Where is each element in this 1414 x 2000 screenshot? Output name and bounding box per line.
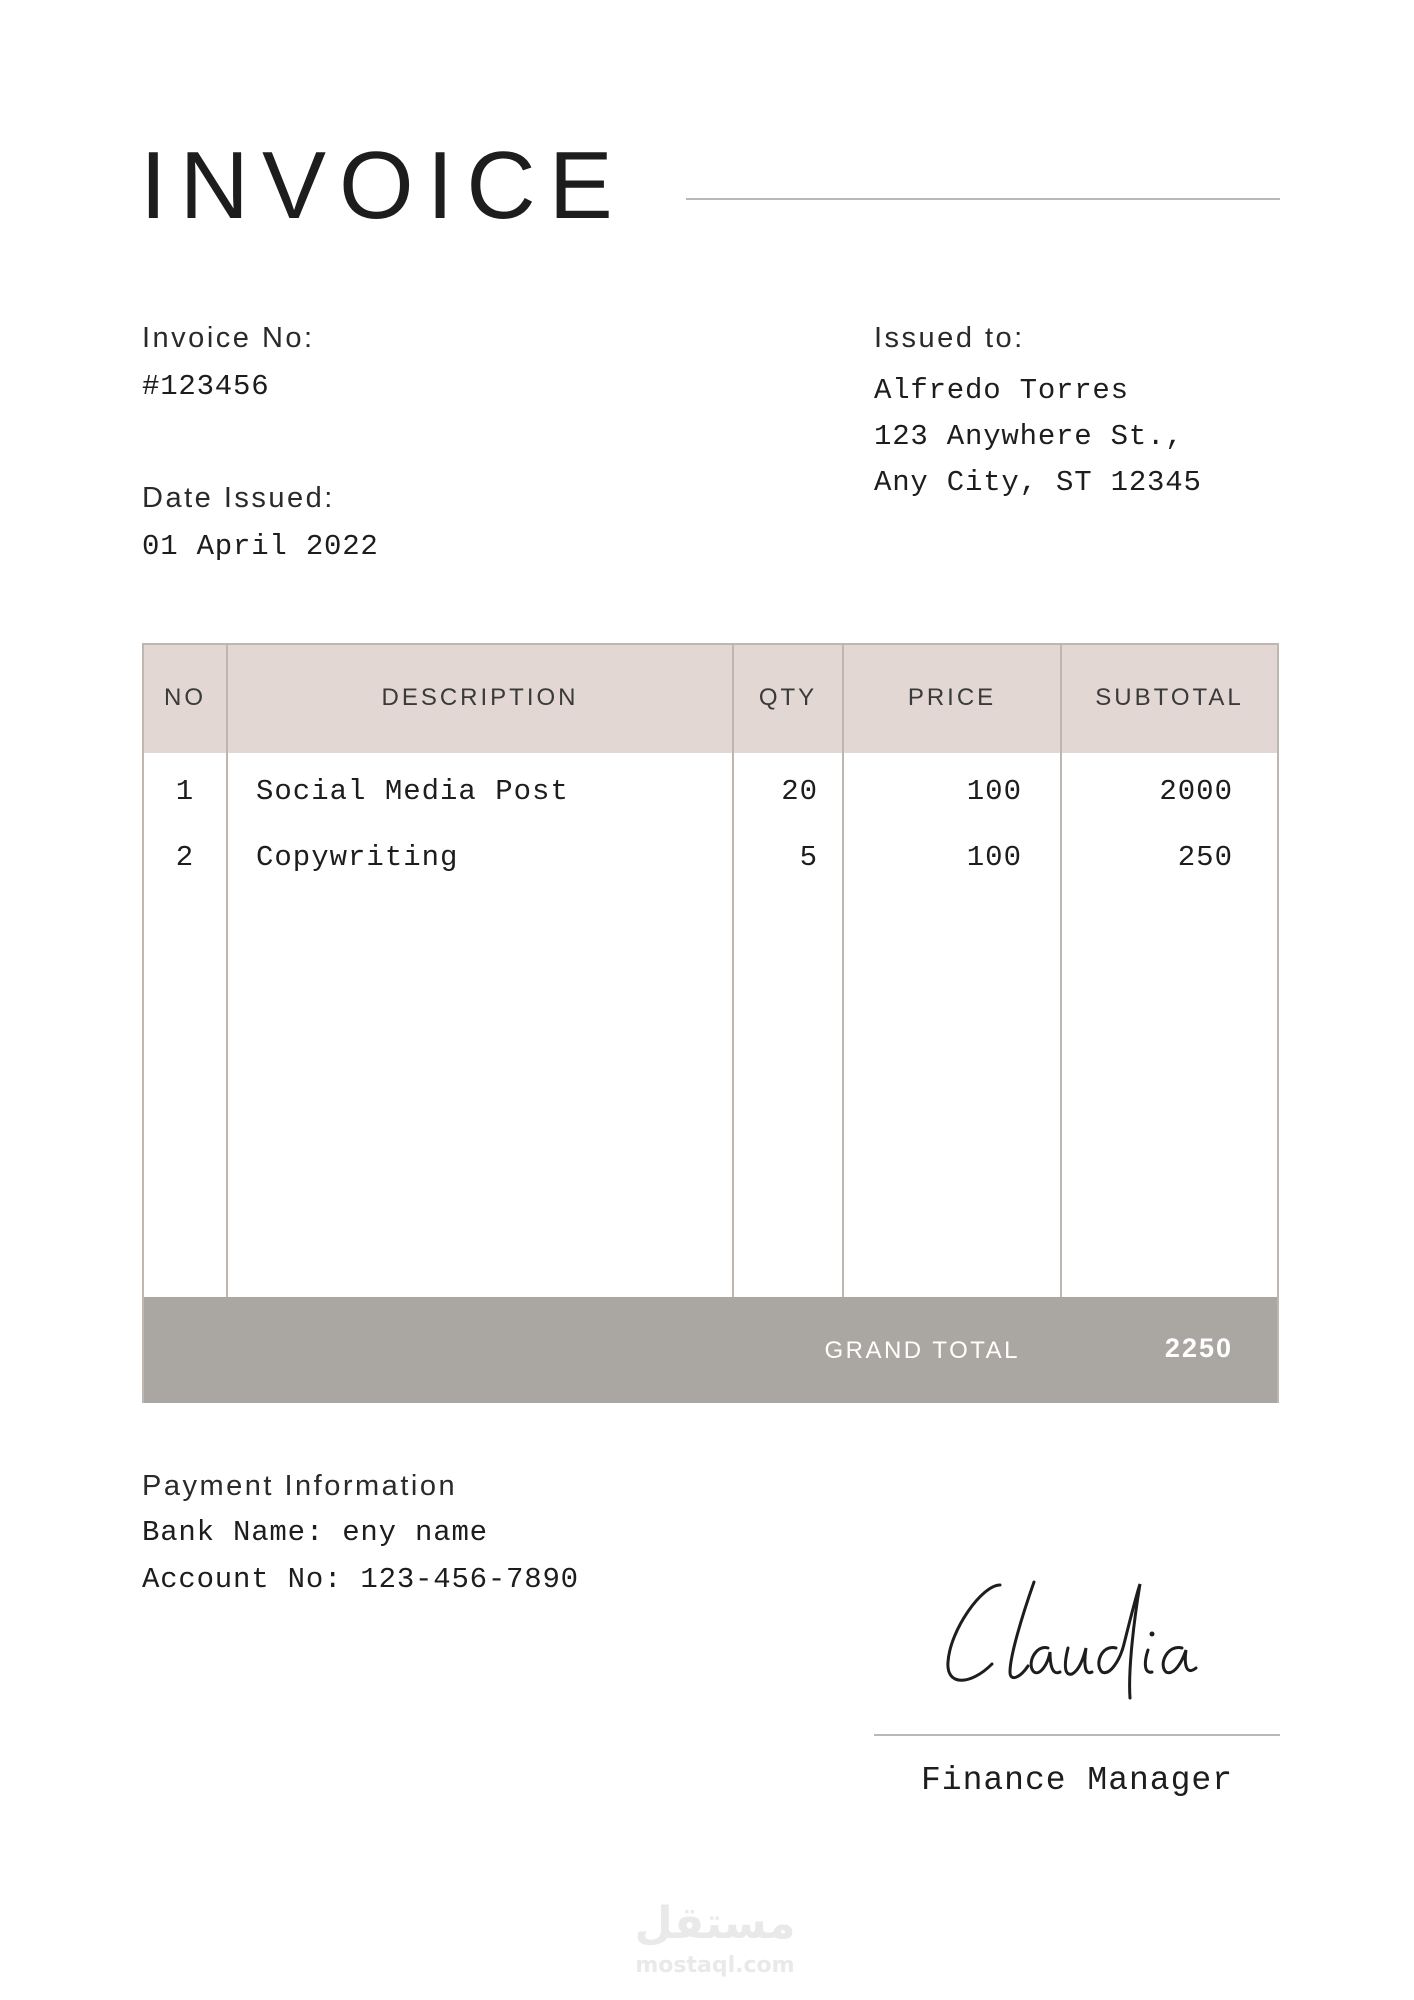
client-address: [874, 368, 1202, 506]
column-divider: [732, 645, 734, 1297]
row-subtotal: 250: [1177, 841, 1233, 874]
date-issued: 01 April 2022: [142, 530, 379, 563]
client-city: Any City, ST 12345: [874, 466, 1202, 499]
grand-total-label: GRAND TOTAL: [824, 1337, 1020, 1364]
column-divider: [842, 645, 844, 1297]
invoice-number: #123456: [142, 370, 270, 403]
client-name: Alfredo Torres: [874, 374, 1129, 407]
header-description: DESCRIPTION: [381, 684, 579, 711]
watermark-site: mostaql.com: [635, 1953, 795, 1978]
row-no: 2: [175, 841, 195, 874]
issued-to-label: Issued to:: [874, 322, 1025, 354]
grand-total-value: 2250: [1164, 1333, 1233, 1363]
signer-title: Finance Manager: [920, 1762, 1234, 1799]
payment-info-label: Payment Information: [142, 1470, 458, 1502]
table-header: [144, 645, 1277, 753]
client-street: 123 Anywhere St.,: [874, 420, 1184, 453]
header-no: NO: [164, 684, 206, 711]
header-subtotal: SUBTOTAL: [1095, 684, 1244, 711]
row-no: 1: [175, 775, 195, 808]
invoice-title: INVOICE: [140, 132, 626, 239]
invoice-number-label: Invoice No:: [142, 322, 315, 354]
row-description: Social Media Post: [256, 775, 569, 808]
row-subtotal: 2000: [1159, 775, 1233, 808]
row-price: 100: [966, 841, 1022, 874]
header-qty: QTY: [758, 684, 818, 711]
bank-name: Bank Name: eny name: [142, 1516, 488, 1549]
table-row: [144, 841, 1277, 901]
row-qty: 20: [781, 775, 818, 808]
grand-total-bar: [144, 1297, 1277, 1403]
signature: [930, 1560, 1230, 1710]
watermark-arabic: مستقل: [634, 1898, 796, 1949]
row-description: Copywriting: [256, 841, 459, 874]
line-items-table: [142, 643, 1279, 1403]
table-row: [144, 775, 1277, 835]
column-divider: [226, 645, 228, 1297]
column-divider: [1060, 645, 1062, 1403]
signature-line: [874, 1734, 1280, 1736]
title-divider: [686, 198, 1280, 200]
row-price: 100: [966, 775, 1022, 808]
row-qty: 5: [799, 841, 818, 874]
mostaql-watermark: [590, 1890, 840, 1980]
date-issued-label: Date Issued:: [142, 482, 335, 514]
header-price: PRICE: [907, 684, 997, 711]
account-number: Account No: 123-456-7890: [142, 1563, 579, 1596]
